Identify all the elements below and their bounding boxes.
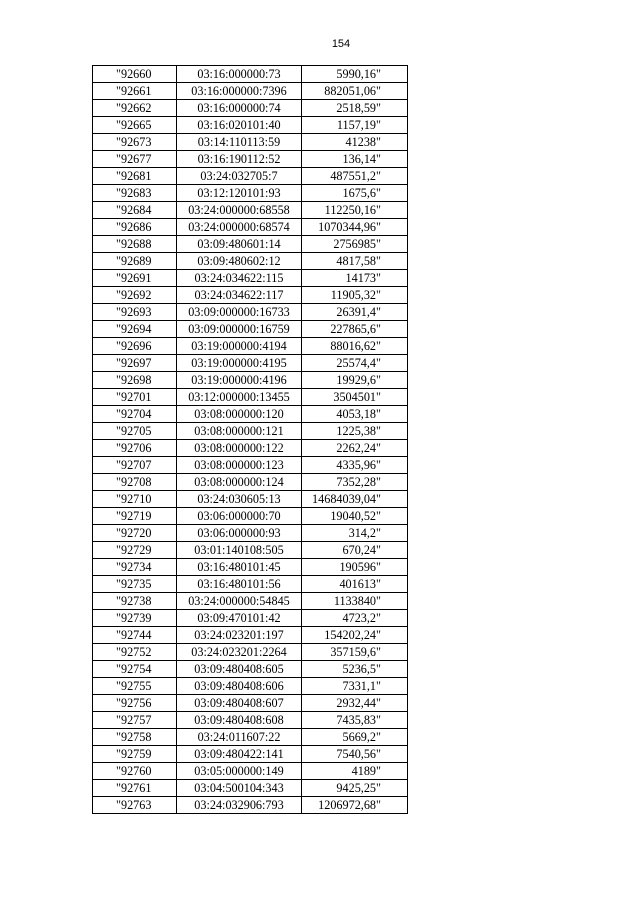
table-row — [93, 83, 408, 100]
table-row — [93, 202, 408, 219]
cadastral-number-cell: 03:08:000000:122 — [177, 440, 302, 457]
value-cell: 357159,6" — [302, 644, 408, 661]
cadastral-number-cell: 03:09:480408:606 — [177, 678, 302, 695]
record-id-cell: "92729 — [93, 542, 177, 559]
table-row — [93, 712, 408, 729]
cadastral-number-cell: 03:16:000000:73 — [177, 66, 302, 83]
table-row — [93, 474, 408, 491]
value-cell: 19929,6" — [302, 372, 408, 389]
cadastral-number-cell: 03:09:470101:42 — [177, 610, 302, 627]
value-cell: 9425,25" — [302, 780, 408, 797]
record-id-cell: "92691 — [93, 270, 177, 287]
value-cell: 5990,16" — [302, 66, 408, 83]
table-row — [93, 695, 408, 712]
table-row — [93, 457, 408, 474]
table-row — [93, 406, 408, 423]
record-id-cell: "92707 — [93, 457, 177, 474]
value-cell: 227865,6" — [302, 321, 408, 338]
cadastral-number-cell: 03:09:480602:12 — [177, 253, 302, 270]
table-row — [93, 185, 408, 202]
table-row — [93, 678, 408, 695]
record-id-cell: "92697 — [93, 355, 177, 372]
record-id-cell: "92744 — [93, 627, 177, 644]
value-cell: 5669,2" — [302, 729, 408, 746]
record-id-cell: "92720 — [93, 525, 177, 542]
table-row — [93, 253, 408, 270]
cadastral-number-cell: 03:16:480101:45 — [177, 559, 302, 576]
table-row — [93, 559, 408, 576]
record-id-cell: "92756 — [93, 695, 177, 712]
table-row — [93, 610, 408, 627]
record-id-cell: "92677 — [93, 151, 177, 168]
cadastral-number-cell: 03:05:000000:149 — [177, 763, 302, 780]
value-cell: 7435,83" — [302, 712, 408, 729]
value-cell: 670,24" — [302, 542, 408, 559]
table-row — [93, 66, 408, 83]
record-id-cell: "92757 — [93, 712, 177, 729]
table-row — [93, 219, 408, 236]
record-id-cell: "92734 — [93, 559, 177, 576]
value-cell: 4189" — [302, 763, 408, 780]
value-cell: 1675,6" — [302, 185, 408, 202]
record-id-cell: "92673 — [93, 134, 177, 151]
record-id-cell: "92698 — [93, 372, 177, 389]
table-row — [93, 321, 408, 338]
page-number: 154 — [331, 38, 351, 50]
cadastral-number-cell: 03:24:023201:2264 — [177, 644, 302, 661]
record-id-cell: "92681 — [93, 168, 177, 185]
table-row — [93, 576, 408, 593]
record-id-cell: "92693 — [93, 304, 177, 321]
table-row — [93, 270, 408, 287]
cadastral-number-cell: 03:08:000000:124 — [177, 474, 302, 491]
cadastral-number-cell: 03:08:000000:123 — [177, 457, 302, 474]
value-cell: 1225,38" — [302, 423, 408, 440]
table-row — [93, 797, 408, 814]
table-row — [93, 236, 408, 253]
value-cell: 3504501" — [302, 389, 408, 406]
table-row — [93, 151, 408, 168]
record-id-cell: "92760 — [93, 763, 177, 780]
table-row — [93, 525, 408, 542]
record-id-cell: "92755 — [93, 678, 177, 695]
cadastral-number-cell: 03:24:000000:68558 — [177, 202, 302, 219]
table-row — [93, 763, 408, 780]
value-cell: 7540,56" — [302, 746, 408, 763]
value-cell: 88016,62" — [302, 338, 408, 355]
record-id-cell: "92701 — [93, 389, 177, 406]
cadastral-number-cell: 03:19:000000:4196 — [177, 372, 302, 389]
cadastral-number-cell: 03:12:000000:13455 — [177, 389, 302, 406]
value-cell: 5236,5" — [302, 661, 408, 678]
value-cell: 136,14" — [302, 151, 408, 168]
table-row — [93, 729, 408, 746]
record-id-cell: "92754 — [93, 661, 177, 678]
cadastral-number-cell: 03:24:011607:22 — [177, 729, 302, 746]
value-cell: 2518,59" — [302, 100, 408, 117]
cadastral-number-cell: 03:09:480601:14 — [177, 236, 302, 253]
cadastral-number-cell: 03:24:000000:54845 — [177, 593, 302, 610]
value-cell: 112250,16" — [302, 202, 408, 219]
value-cell: 190596" — [302, 559, 408, 576]
record-id-cell: "92719 — [93, 508, 177, 525]
value-cell: 14173" — [302, 270, 408, 287]
record-id-cell: "92738 — [93, 593, 177, 610]
value-cell: 1157,19" — [302, 117, 408, 134]
record-id-cell: "92694 — [93, 321, 177, 338]
cadastral-number-cell: 03:09:000000:16733 — [177, 304, 302, 321]
record-id-cell: "92758 — [93, 729, 177, 746]
value-cell: 1133840" — [302, 593, 408, 610]
cadastral-number-cell: 03:16:000000:74 — [177, 100, 302, 117]
cadastral-number-cell: 03:16:480101:56 — [177, 576, 302, 593]
value-cell: 41238" — [302, 134, 408, 151]
cadastral-number-cell: 03:09:480408:607 — [177, 695, 302, 712]
cadastral-number-cell: 03:06:000000:70 — [177, 508, 302, 525]
data-table — [92, 65, 408, 814]
cadastral-number-cell: 03:08:000000:120 — [177, 406, 302, 423]
table-body — [93, 66, 408, 814]
record-id-cell: "92684 — [93, 202, 177, 219]
record-id-cell: "92689 — [93, 253, 177, 270]
table-row — [93, 644, 408, 661]
cadastral-number-cell: 03:24:000000:68574 — [177, 219, 302, 236]
cadastral-number-cell: 03:19:000000:4194 — [177, 338, 302, 355]
cadastral-number-cell: 03:04:500104:343 — [177, 780, 302, 797]
cadastral-number-cell: 03:09:000000:16759 — [177, 321, 302, 338]
cadastral-number-cell: 03:12:120101:93 — [177, 185, 302, 202]
cadastral-number-cell: 03:16:020101:40 — [177, 117, 302, 134]
cadastral-number-cell: 03:01:140108:505 — [177, 542, 302, 559]
cadastral-number-cell: 03:09:480408:608 — [177, 712, 302, 729]
record-id-cell: "92739 — [93, 610, 177, 627]
cadastral-number-cell: 03:24:030605:13 — [177, 491, 302, 508]
value-cell: 882051,06" — [302, 83, 408, 100]
record-id-cell: "92735 — [93, 576, 177, 593]
table-row — [93, 593, 408, 610]
cadastral-number-cell: 03:24:034622:115 — [177, 270, 302, 287]
table-row — [93, 304, 408, 321]
value-cell: 7352,28" — [302, 474, 408, 491]
record-id-cell: "92705 — [93, 423, 177, 440]
cadastral-number-cell: 03:16:190112:52 — [177, 151, 302, 168]
value-cell: 487551,2" — [302, 168, 408, 185]
record-id-cell: "92710 — [93, 491, 177, 508]
value-cell: 314,2" — [302, 525, 408, 542]
value-cell: 11905,32" — [302, 287, 408, 304]
cadastral-number-cell: 03:09:480422:141 — [177, 746, 302, 763]
record-id-cell: "92660 — [93, 66, 177, 83]
table-row — [93, 117, 408, 134]
value-cell: 154202,24" — [302, 627, 408, 644]
record-id-cell: "92683 — [93, 185, 177, 202]
table-row — [93, 440, 408, 457]
table-row — [93, 338, 408, 355]
value-cell: 26391,4" — [302, 304, 408, 321]
cadastral-number-cell: 03:24:023201:197 — [177, 627, 302, 644]
value-cell: 25574,4" — [302, 355, 408, 372]
record-id-cell: "92708 — [93, 474, 177, 491]
cadastral-number-cell: 03:16:000000:7396 — [177, 83, 302, 100]
table-row — [93, 423, 408, 440]
record-id-cell: "92752 — [93, 644, 177, 661]
table-row — [93, 508, 408, 525]
cadastral-number-cell: 03:09:480408:605 — [177, 661, 302, 678]
record-id-cell: "92704 — [93, 406, 177, 423]
record-id-cell: "92706 — [93, 440, 177, 457]
cadastral-number-cell: 03:06:000000:93 — [177, 525, 302, 542]
table-row — [93, 627, 408, 644]
value-cell: 4335,96" — [302, 457, 408, 474]
record-id-cell: "92696 — [93, 338, 177, 355]
table-row — [93, 100, 408, 117]
table-row — [93, 491, 408, 508]
value-cell: 4053,18" — [302, 406, 408, 423]
table-row — [93, 372, 408, 389]
table-row — [93, 389, 408, 406]
table-row — [93, 355, 408, 372]
value-cell: 2756985" — [302, 236, 408, 253]
record-id-cell: "92763 — [93, 797, 177, 814]
table-row — [93, 287, 408, 304]
table-row — [93, 134, 408, 151]
record-id-cell: "92688 — [93, 236, 177, 253]
table-row — [93, 661, 408, 678]
value-cell: 4817,58" — [302, 253, 408, 270]
value-cell: 1206972,68" — [302, 797, 408, 814]
record-id-cell: "92692 — [93, 287, 177, 304]
cadastral-number-cell: 03:24:032906:793 — [177, 797, 302, 814]
record-id-cell: "92662 — [93, 100, 177, 117]
value-cell: 19040,52" — [302, 508, 408, 525]
table-row — [93, 168, 408, 185]
record-id-cell: "92759 — [93, 746, 177, 763]
value-cell: 2262,24" — [302, 440, 408, 457]
table-row — [93, 542, 408, 559]
cadastral-number-cell: 03:08:000000:121 — [177, 423, 302, 440]
record-id-cell: "92686 — [93, 219, 177, 236]
value-cell: 2932,44" — [302, 695, 408, 712]
value-cell: 401613" — [302, 576, 408, 593]
cadastral-number-cell: 03:19:000000:4195 — [177, 355, 302, 372]
cadastral-number-cell: 03:24:034622:117 — [177, 287, 302, 304]
record-id-cell: "92761 — [93, 780, 177, 797]
record-id-cell: "92661 — [93, 83, 177, 100]
cadastral-number-cell: 03:24:032705:7 — [177, 168, 302, 185]
value-cell: 14684039,04" — [302, 491, 408, 508]
value-cell: 4723,2" — [302, 610, 408, 627]
record-id-cell: "92665 — [93, 117, 177, 134]
value-cell: 1070344,96" — [302, 219, 408, 236]
table-row — [93, 780, 408, 797]
cadastral-number-cell: 03:14:110113:59 — [177, 134, 302, 151]
table-row — [93, 746, 408, 763]
value-cell: 7331,1" — [302, 678, 408, 695]
